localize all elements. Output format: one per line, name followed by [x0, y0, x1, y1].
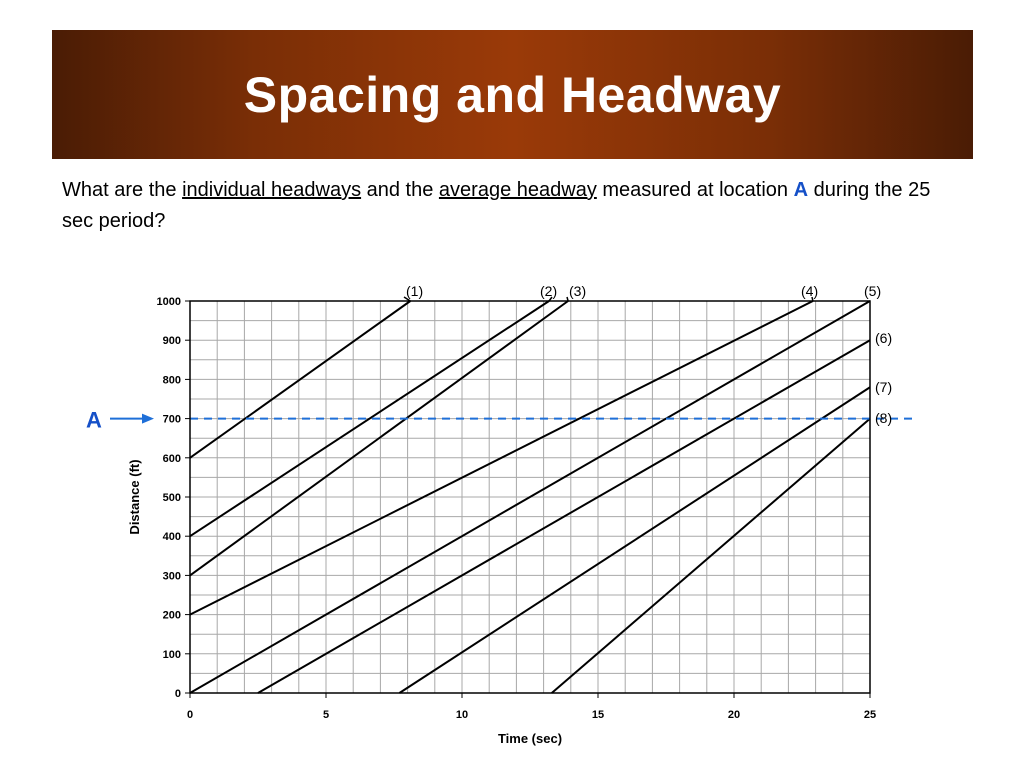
x-tick-label: 5 [322, 709, 330, 721]
y-tick-label: 700 [162, 413, 181, 426]
y-tick-label: 1000 [156, 296, 181, 308]
y-tick-label: 100 [162, 648, 181, 661]
y-tick-label: 400 [162, 531, 181, 544]
arrow-head-icon [142, 414, 154, 424]
x-axis-label: Time (sec) [497, 731, 563, 746]
question-part-3: measured at location [596, 179, 794, 201]
vehicle-label: (6) [875, 330, 893, 346]
y-tick-label: 300 [162, 570, 181, 583]
question-part-1: What are the [62, 179, 183, 201]
vehicle-label: (8) [875, 410, 893, 426]
trajectory-line [399, 387, 870, 693]
location-a-marker [86, 408, 918, 433]
y-tick-label: 900 [162, 335, 181, 348]
y-axis-label: Distance (ft) [127, 459, 142, 535]
vehicle-label: (5) [864, 283, 882, 299]
x-tick-label: 0 [186, 709, 194, 721]
x-tick-label: 25 [863, 709, 877, 721]
question-part-2: and the [361, 179, 439, 201]
vehicle-label: (7) [875, 379, 893, 395]
vehicle-label: (3) [569, 283, 587, 299]
x-tick-label: 15 [591, 709, 605, 721]
vehicle-label: (4) [801, 283, 819, 299]
y-tick-label: 600 [162, 452, 181, 465]
slide-title: Spacing and Headway [243, 66, 782, 123]
x-tick-label: 20 [727, 709, 741, 721]
location-a-label: A [86, 407, 102, 433]
average-headway-term: average headway [438, 179, 597, 201]
individual-headways-term: individual headways [182, 179, 362, 201]
location-a-term: A [793, 179, 809, 201]
question-part-4: during the 25 sec period? [62, 179, 931, 232]
vehicle-label: (2) [540, 283, 558, 299]
y-tick-label: 200 [162, 609, 181, 622]
y-tick-label: 800 [162, 374, 181, 387]
vehicle-labels [404, 283, 892, 426]
y-tick-label: 500 [162, 492, 181, 504]
vehicle-label: (1) [406, 283, 424, 299]
x-tick-label: 10 [455, 709, 469, 721]
label-connector [567, 297, 568, 301]
y-tick-label: 0 [174, 688, 181, 700]
